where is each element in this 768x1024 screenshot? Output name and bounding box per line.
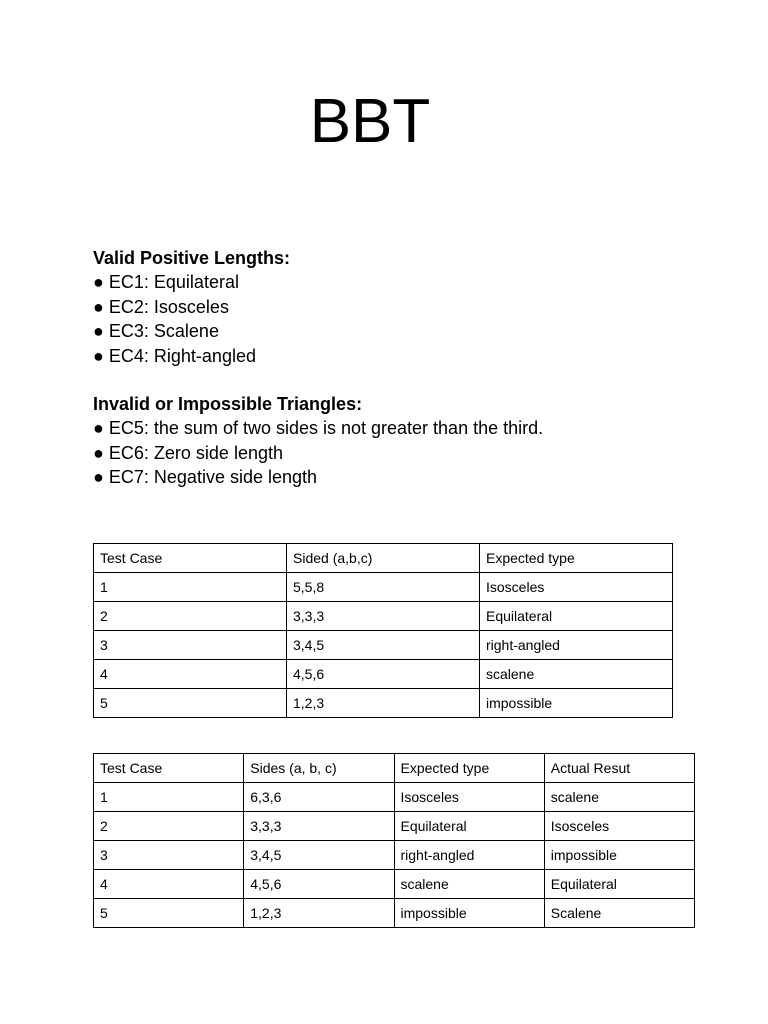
table-cell: 1: [94, 783, 244, 812]
table-cell: 4,5,6: [287, 660, 480, 689]
bullet-icon: ●: [93, 272, 104, 293]
table-cell: scalene: [394, 870, 544, 899]
table-cell: 3,3,3: [287, 602, 480, 631]
table-row: [94, 660, 673, 689]
table-cell: 1,2,3: [244, 899, 394, 928]
table-cell: impossible: [544, 841, 694, 870]
table-cell: Equilateral: [480, 602, 673, 631]
table-cell: 5: [94, 899, 244, 928]
table-cell: right-angled: [480, 631, 673, 660]
table-cell: Isosceles: [480, 573, 673, 602]
table-header-cell: Test Case: [94, 544, 287, 573]
table-header-cell: Expected type: [480, 544, 673, 573]
table-header-cell: Test Case: [94, 754, 244, 783]
table-cell: 4,5,6: [244, 870, 394, 899]
bullet-icon: ●: [93, 442, 104, 463]
table-header-cell: Expected type: [394, 754, 544, 783]
list-item-text: EC3: Scalene: [108, 321, 219, 342]
bullet-icon: ●: [93, 467, 104, 488]
section-heading: Invalid or Impossible Triangles:: [93, 394, 363, 414]
table-cell: 1,2,3: [287, 689, 480, 718]
bullet-list: [93, 270, 693, 368]
table-cell: Equilateral: [394, 812, 544, 841]
list-item-text: EC2: Isosceles: [108, 296, 229, 317]
page-title: BBT: [309, 87, 431, 156]
table-cell: 3: [94, 631, 287, 660]
list-item: [93, 319, 693, 343]
section-heading: Valid Positive Lengths:: [93, 248, 291, 268]
table-cell: 5,5,8: [287, 573, 480, 602]
table-cell: scalene: [480, 660, 673, 689]
table-cell: 2: [94, 602, 287, 631]
actual-results-table: [93, 753, 695, 928]
table-row: [94, 689, 673, 718]
list-item: [93, 441, 693, 465]
table-header-row: [94, 754, 695, 783]
list-item: [93, 344, 693, 368]
table-header-cell: Sides (a, b, c): [244, 754, 394, 783]
table-cell: 2: [94, 812, 244, 841]
table-cell: 3,3,3: [244, 812, 394, 841]
list-item-text: EC5: the sum of two sides is not greater than the third.: [108, 418, 544, 439]
valid-lengths-section: [93, 246, 693, 368]
list-item-text: EC6: Zero side length: [108, 442, 283, 463]
list-item: [93, 465, 693, 489]
table-cell: Isosceles: [394, 783, 544, 812]
table-cell: 1: [94, 573, 287, 602]
table-row: [94, 812, 695, 841]
bullet-icon: ●: [93, 418, 104, 439]
table-cell: scalene: [544, 783, 694, 812]
table-cell: 3: [94, 841, 244, 870]
table-cell: right-angled: [394, 841, 544, 870]
table-row: [94, 841, 695, 870]
list-item: [93, 416, 693, 440]
invalid-triangles-section: [93, 392, 693, 490]
list-item: [93, 295, 693, 319]
table-cell: Equilateral: [544, 870, 694, 899]
table-cell: 4: [94, 660, 287, 689]
bullet-icon: ●: [93, 345, 104, 366]
list-item-text: EC4: Right-angled: [108, 345, 256, 366]
table-cell: impossible: [394, 899, 544, 928]
table-row: [94, 870, 695, 899]
bullet-list: [93, 416, 693, 489]
table-row: [94, 899, 695, 928]
bullet-icon: ●: [93, 296, 104, 317]
table-cell: 3,4,5: [287, 631, 480, 660]
table-row: [94, 783, 695, 812]
table-row: [94, 631, 673, 660]
bullet-icon: ●: [93, 321, 104, 342]
table-row: [94, 602, 673, 631]
list-item-text: EC7: Negative side length: [108, 467, 318, 488]
list-item: [93, 270, 693, 294]
table-header-cell: Sided (a,b,c): [287, 544, 480, 573]
expected-types-table: [93, 543, 673, 718]
table-row: [94, 573, 673, 602]
table-cell: 5: [94, 689, 287, 718]
table-cell: 3,4,5: [244, 841, 394, 870]
table-cell: impossible: [480, 689, 673, 718]
table-header-cell: Actual Resut: [544, 754, 694, 783]
table-cell: 6,3,6: [244, 783, 394, 812]
table-cell: 4: [94, 870, 244, 899]
table-header-row: [94, 544, 673, 573]
list-item-text: EC1: Equilateral: [108, 272, 239, 293]
table-cell: Isosceles: [544, 812, 694, 841]
table-cell: Scalene: [544, 899, 694, 928]
